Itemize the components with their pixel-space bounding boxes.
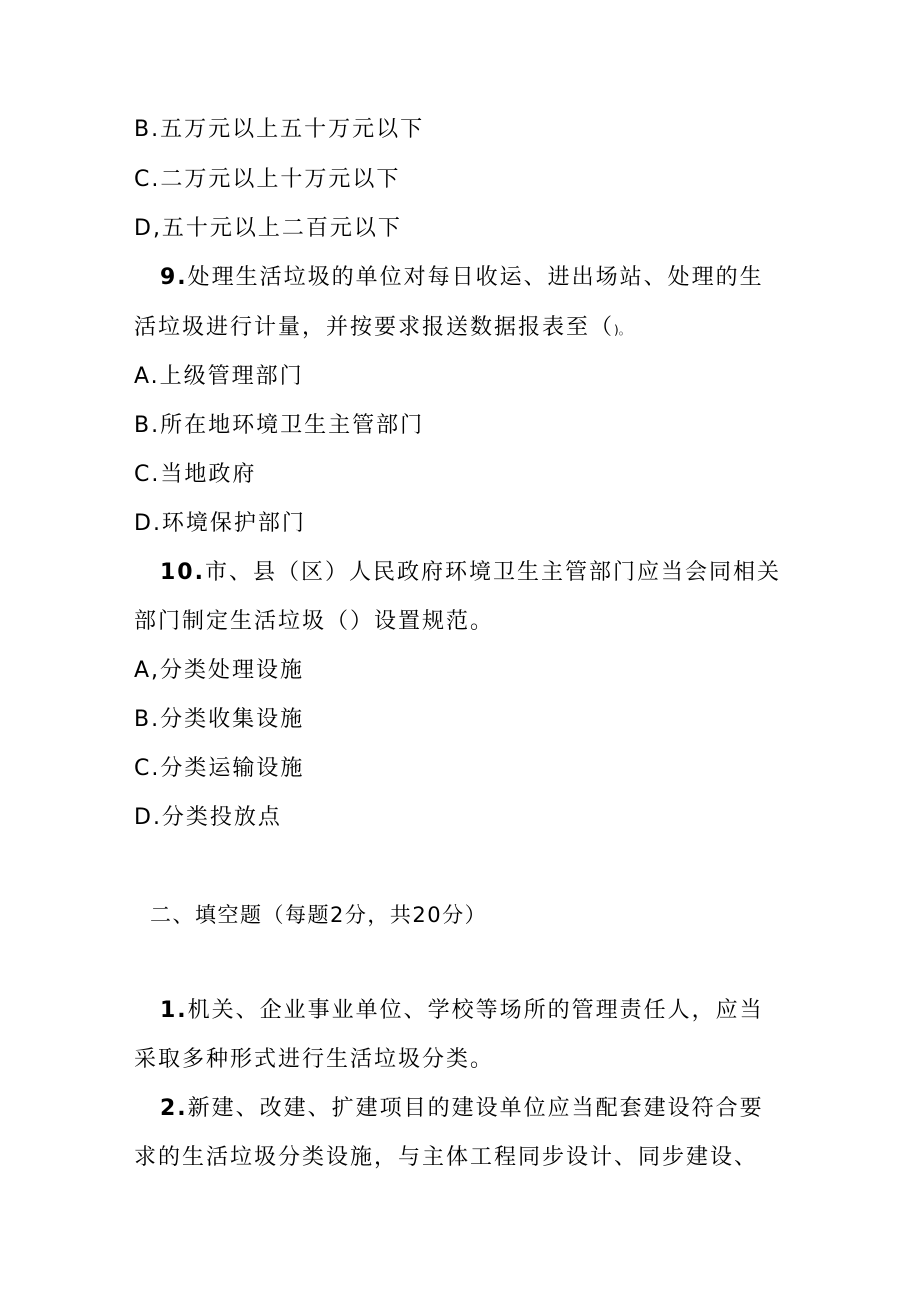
q10-number: 10. xyxy=(160,560,205,585)
q9-stem-line2 xyxy=(134,314,631,344)
fill1-number: 1. xyxy=(160,998,188,1023)
q9-option-d: D.环境保护部门 xyxy=(134,511,306,536)
q9-text-line2: 活垃圾进行计量，并按要求报送数据报表至（ xyxy=(134,315,615,340)
q10-option-a: A,分类处理设施 xyxy=(134,658,305,683)
q9-stem-line1 xyxy=(160,264,764,292)
q10-option-d: D.分类投放点 xyxy=(134,805,282,830)
q9-option-a: A.上级管理部门 xyxy=(134,364,304,389)
q8-option-d: D,五十元以上二百元以下 xyxy=(134,216,402,241)
q9-option-b: B.所在地环境卫生主管部门 xyxy=(134,413,425,438)
q10-stem-line1 xyxy=(160,559,781,587)
q10-text-line1: 市、县（区）人民政府环境卫生主管部门应当会同相关 xyxy=(204,560,781,585)
fill2-text-line2: 求的生活垃圾分类设施，与主体工程同步设计、同步建设、 xyxy=(134,1145,759,1170)
fill2-stem-line1 xyxy=(160,1095,764,1123)
fill2-number: 2. xyxy=(160,1096,188,1121)
q10-text-line2: 部门制定生活垃圾（）设置规范。 xyxy=(134,609,495,634)
fill1-text-line1: 机关、企业事业单位、学校等场所的管理责任人，应当 xyxy=(187,998,764,1023)
q8-option-c: C.二万元以上十万元以下 xyxy=(134,167,401,192)
q9-option-c: C.当地政府 xyxy=(134,462,257,487)
q10-option-c: C.分类运输设施 xyxy=(134,756,305,781)
q9-text-line1: 处理生活垃圾的单位对每日收运、进出场站、处理的生 xyxy=(187,265,764,290)
section2-heading: 二、填空题（每题2分，共20分） xyxy=(150,903,488,927)
fill1-text-line2: 采取多种形式进行生活垃圾分类。 xyxy=(134,1047,495,1072)
q9-number: 9. xyxy=(160,265,188,290)
q9-text-line2-tail: )。 xyxy=(614,323,631,337)
q8-option-b: B.五万元以上五十万元以下 xyxy=(134,117,425,142)
fill1-stem-line1 xyxy=(160,997,764,1025)
fill2-text-line1: 新建、改建、扩建项目的建设单位应当配套建设符合要 xyxy=(187,1096,764,1121)
q10-option-b: B.分类收集设施 xyxy=(134,707,305,732)
